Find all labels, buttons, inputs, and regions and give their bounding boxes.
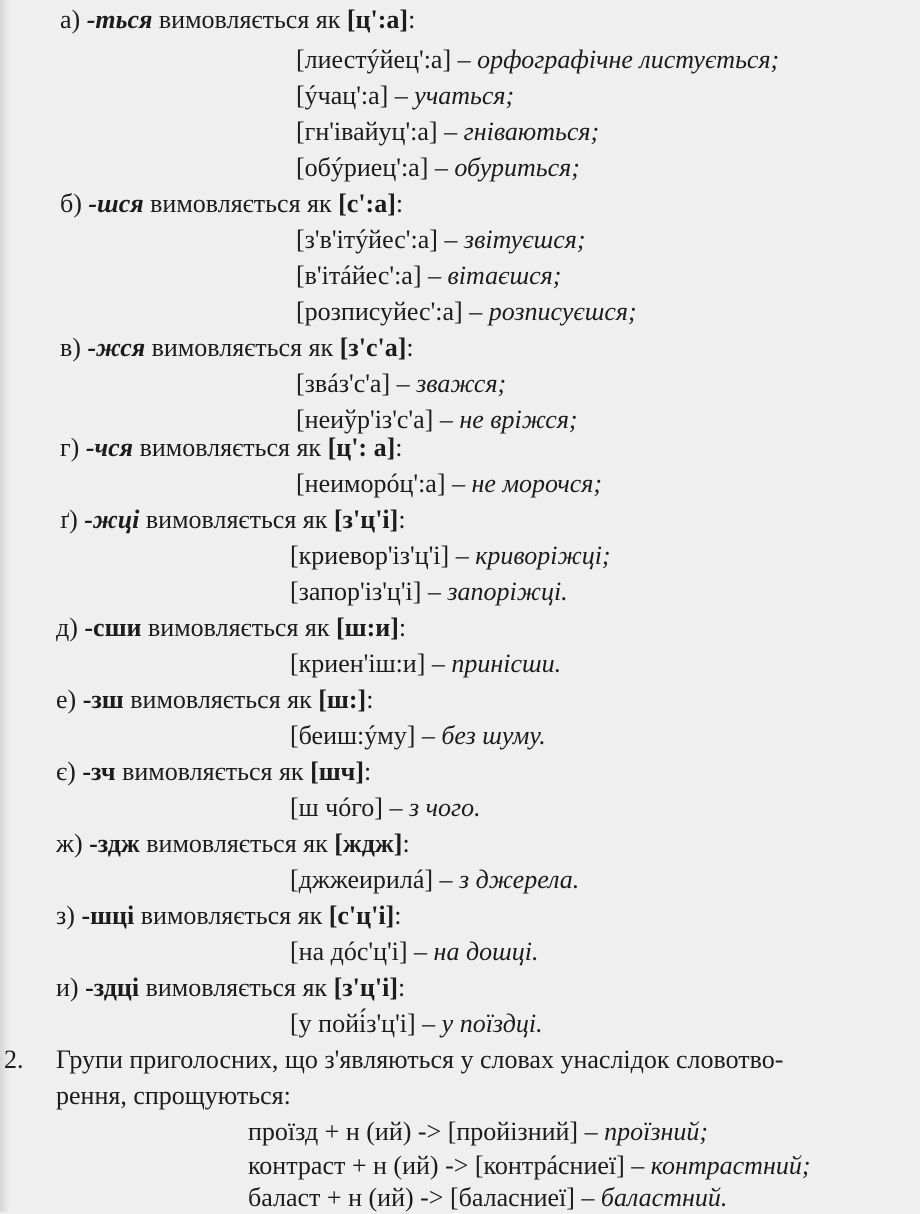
dash: – [414,937,428,966]
example-line [290,792,481,824]
rule-h: г) -чся вимовляється як [ц': а]: [60,433,403,462]
rule-ipa: [ш:и] [336,613,399,642]
rule-suffix: -зш [82,685,124,714]
word: у поїздці. [441,1009,543,1038]
word: баластний. [600,1183,728,1212]
word: принісши. [451,649,562,678]
dash: – [452,469,465,498]
word: не морочся; [471,469,603,498]
dash: – [422,1009,436,1038]
rule-label: г) [60,433,80,462]
rule-ipa: [ц': а] [327,433,396,462]
rule-text: вимовляється як [145,505,328,534]
rule-text: вимовляється як [158,5,341,34]
dash: – [444,117,458,146]
rule-ipa: [з'ц'і] [333,505,399,534]
rule-label: д) [56,613,78,642]
example-line [296,468,602,500]
rule-e: е) -зш вимовляється як [ш:]: [56,685,374,714]
example-line [296,80,514,112]
rule-ipa: [ждж] [334,829,403,858]
dash: – [396,369,410,398]
rule-suffix: -сши [84,613,142,642]
rule-suffix: -здж [89,829,140,858]
derivation-formula: контраст + н (ий) -> [контрáсниеї] – [248,1151,645,1180]
derivation-formula: баласт + н (ий) -> [баласниеї] – [248,1183,595,1212]
page-edge-shadow [0,0,10,1212]
rule-text: вимовляється як [140,901,323,930]
rule-label: ж) [56,829,83,858]
transcription: [звáз'с'а] [296,369,391,398]
dash: – [457,45,471,74]
dash: – [434,153,448,182]
transcription: [ýчац':а] [296,81,389,110]
word: орфографічне листується; [477,45,780,74]
word: гніваються; [463,117,600,146]
transcription: [гн'івайуц':а] [296,117,438,146]
derivation-example [248,1116,708,1148]
example-line [296,260,561,292]
example-line [296,152,580,184]
example-line [290,576,568,608]
word: криворіжці; [475,541,611,570]
transcription: [беиш:ýму] [290,721,416,750]
dash: – [439,405,453,434]
dash: – [431,649,445,678]
example-line [296,44,779,76]
transcription: [розписуйес':а] [296,297,463,326]
rule-suffix: -здці [85,973,140,1002]
dash: – [439,865,453,894]
rule-suffix: -зч [82,757,116,786]
rule-label: а) [60,5,81,34]
rule-suffix: -чся [85,433,134,462]
word: зважся; [416,369,507,398]
example-line [290,720,546,752]
section2-text-line1: Групи приголосних, що з'являються у словах унаслідок словотво- [56,1045,784,1074]
transcription: [неиўр'із'с'а] [296,405,434,434]
rule-ipa: [з'ц'і] [333,973,398,1002]
rule-text: вимовляється як [151,333,334,362]
word: розписуєшся; [488,297,637,326]
rule-suffix: -ться [86,5,153,34]
dash: – [455,541,469,570]
example-line [290,864,579,896]
rule-text: вимовляється як [130,685,312,714]
rule-label: в) [60,333,81,362]
dash: – [469,297,483,326]
derivation-example [248,1182,727,1214]
dash: – [428,261,441,290]
rule-label: и) [56,973,79,1002]
rule-d: д) -сши вимовляється як [ш:и]: [56,613,407,642]
word: звітуєшся; [463,225,586,254]
rule-text: вимовляється як [122,757,304,786]
example-line [290,936,538,968]
section-number: 2. [4,1045,24,1074]
word: проїзний; [604,1117,709,1146]
dash: – [389,793,403,822]
transcription: [запор'із'ц'і] [290,577,422,606]
rule-g: ґ) -жці вимовляється як [з'ц'і]: [60,505,406,534]
example-line [296,116,599,148]
transcription: [на дóс'ц'і] [290,937,408,966]
word: з чого. [408,793,481,822]
transcription: [в'ітáйес':а] [296,261,422,290]
rule-ipa: [ш:] [318,685,367,714]
rule-ipa: [з'с'а] [339,333,407,362]
word: обуриться; [454,153,580,182]
rule-text: вимовляється як [139,433,322,462]
example-line [296,296,637,328]
rule-v: в) -жся вимовляється як [з'с'а]: [60,333,414,362]
rule-a: а) -ться вимовляється як [ц':а]: [60,5,416,34]
transcription: [криевор'із'ц'і] [290,541,450,570]
rule-ye: є) -зч вимовляється як [шч]: [56,757,372,786]
rule-ipa: [ц':а] [346,5,409,34]
example-line [296,224,586,256]
rule-label: б) [60,189,82,218]
dash: – [444,225,458,254]
rule-label: з) [56,901,75,930]
rule-label: ґ) [60,505,78,534]
transcription: [з'в'ітýйес':а] [296,225,438,254]
word: вітаєшся; [447,261,562,290]
transcription: [ш чóго] [290,793,383,822]
dash: – [421,721,435,750]
derivation-formula: проїзд + н (ий) -> [пройізний] – [248,1117,598,1146]
rule-text: вимовляється як [146,829,328,858]
example-line [290,1008,543,1040]
rule-label: е) [56,685,77,714]
word: з джерела. [459,865,580,894]
rule-text: вимовляється як [145,973,328,1002]
example-line [296,368,506,400]
transcription: [джжеирилá] [290,865,434,894]
word: запоріжці. [447,577,568,606]
dash: – [394,81,408,110]
rule-ipa: [с':а] [338,189,396,218]
transcription: [обýриец':а] [296,153,429,182]
rule-suffix: -шся [88,189,144,218]
rule-suffix: -жся [87,333,146,362]
word: учаться; [414,81,515,110]
rule-b: б) -шся вимовляється як [с':а]: [60,189,404,218]
section2-text-line2: рення, спрощуються: [56,1081,291,1110]
transcription: [лиестýйец':а] [296,45,452,74]
rule-ipa: [с'ц'і] [328,901,395,930]
rule-text: вимовляється як [148,613,330,642]
rule-label: є) [56,757,76,786]
rule-zh: ж) -здж вимовляється як [ждж]: [56,829,410,858]
transcription: [криен'іш:и] [290,649,426,678]
example-line [290,648,561,680]
rule-suffix: -жці [84,505,140,534]
word: контрастний; [650,1151,811,1180]
word: на дошці. [433,937,539,966]
rule-text: вимовляється як [150,189,332,218]
word: без шуму. [441,721,546,750]
derivation-example [248,1150,811,1182]
rule-suffix: -шці [81,901,135,930]
word: не вріжся; [459,405,578,434]
dash: – [427,577,441,606]
rule-ipa: [шч] [310,757,364,786]
rule-z: з) -шці вимовляється як [с'ц'і]: [56,901,402,930]
example-line [290,540,611,572]
transcription: [у пойі́з'ц'і] [290,1009,416,1038]
rule-y: и) -здці вимовляється як [з'ц'і]: [56,973,406,1002]
transcription: [неиморóц':а] [296,469,446,498]
